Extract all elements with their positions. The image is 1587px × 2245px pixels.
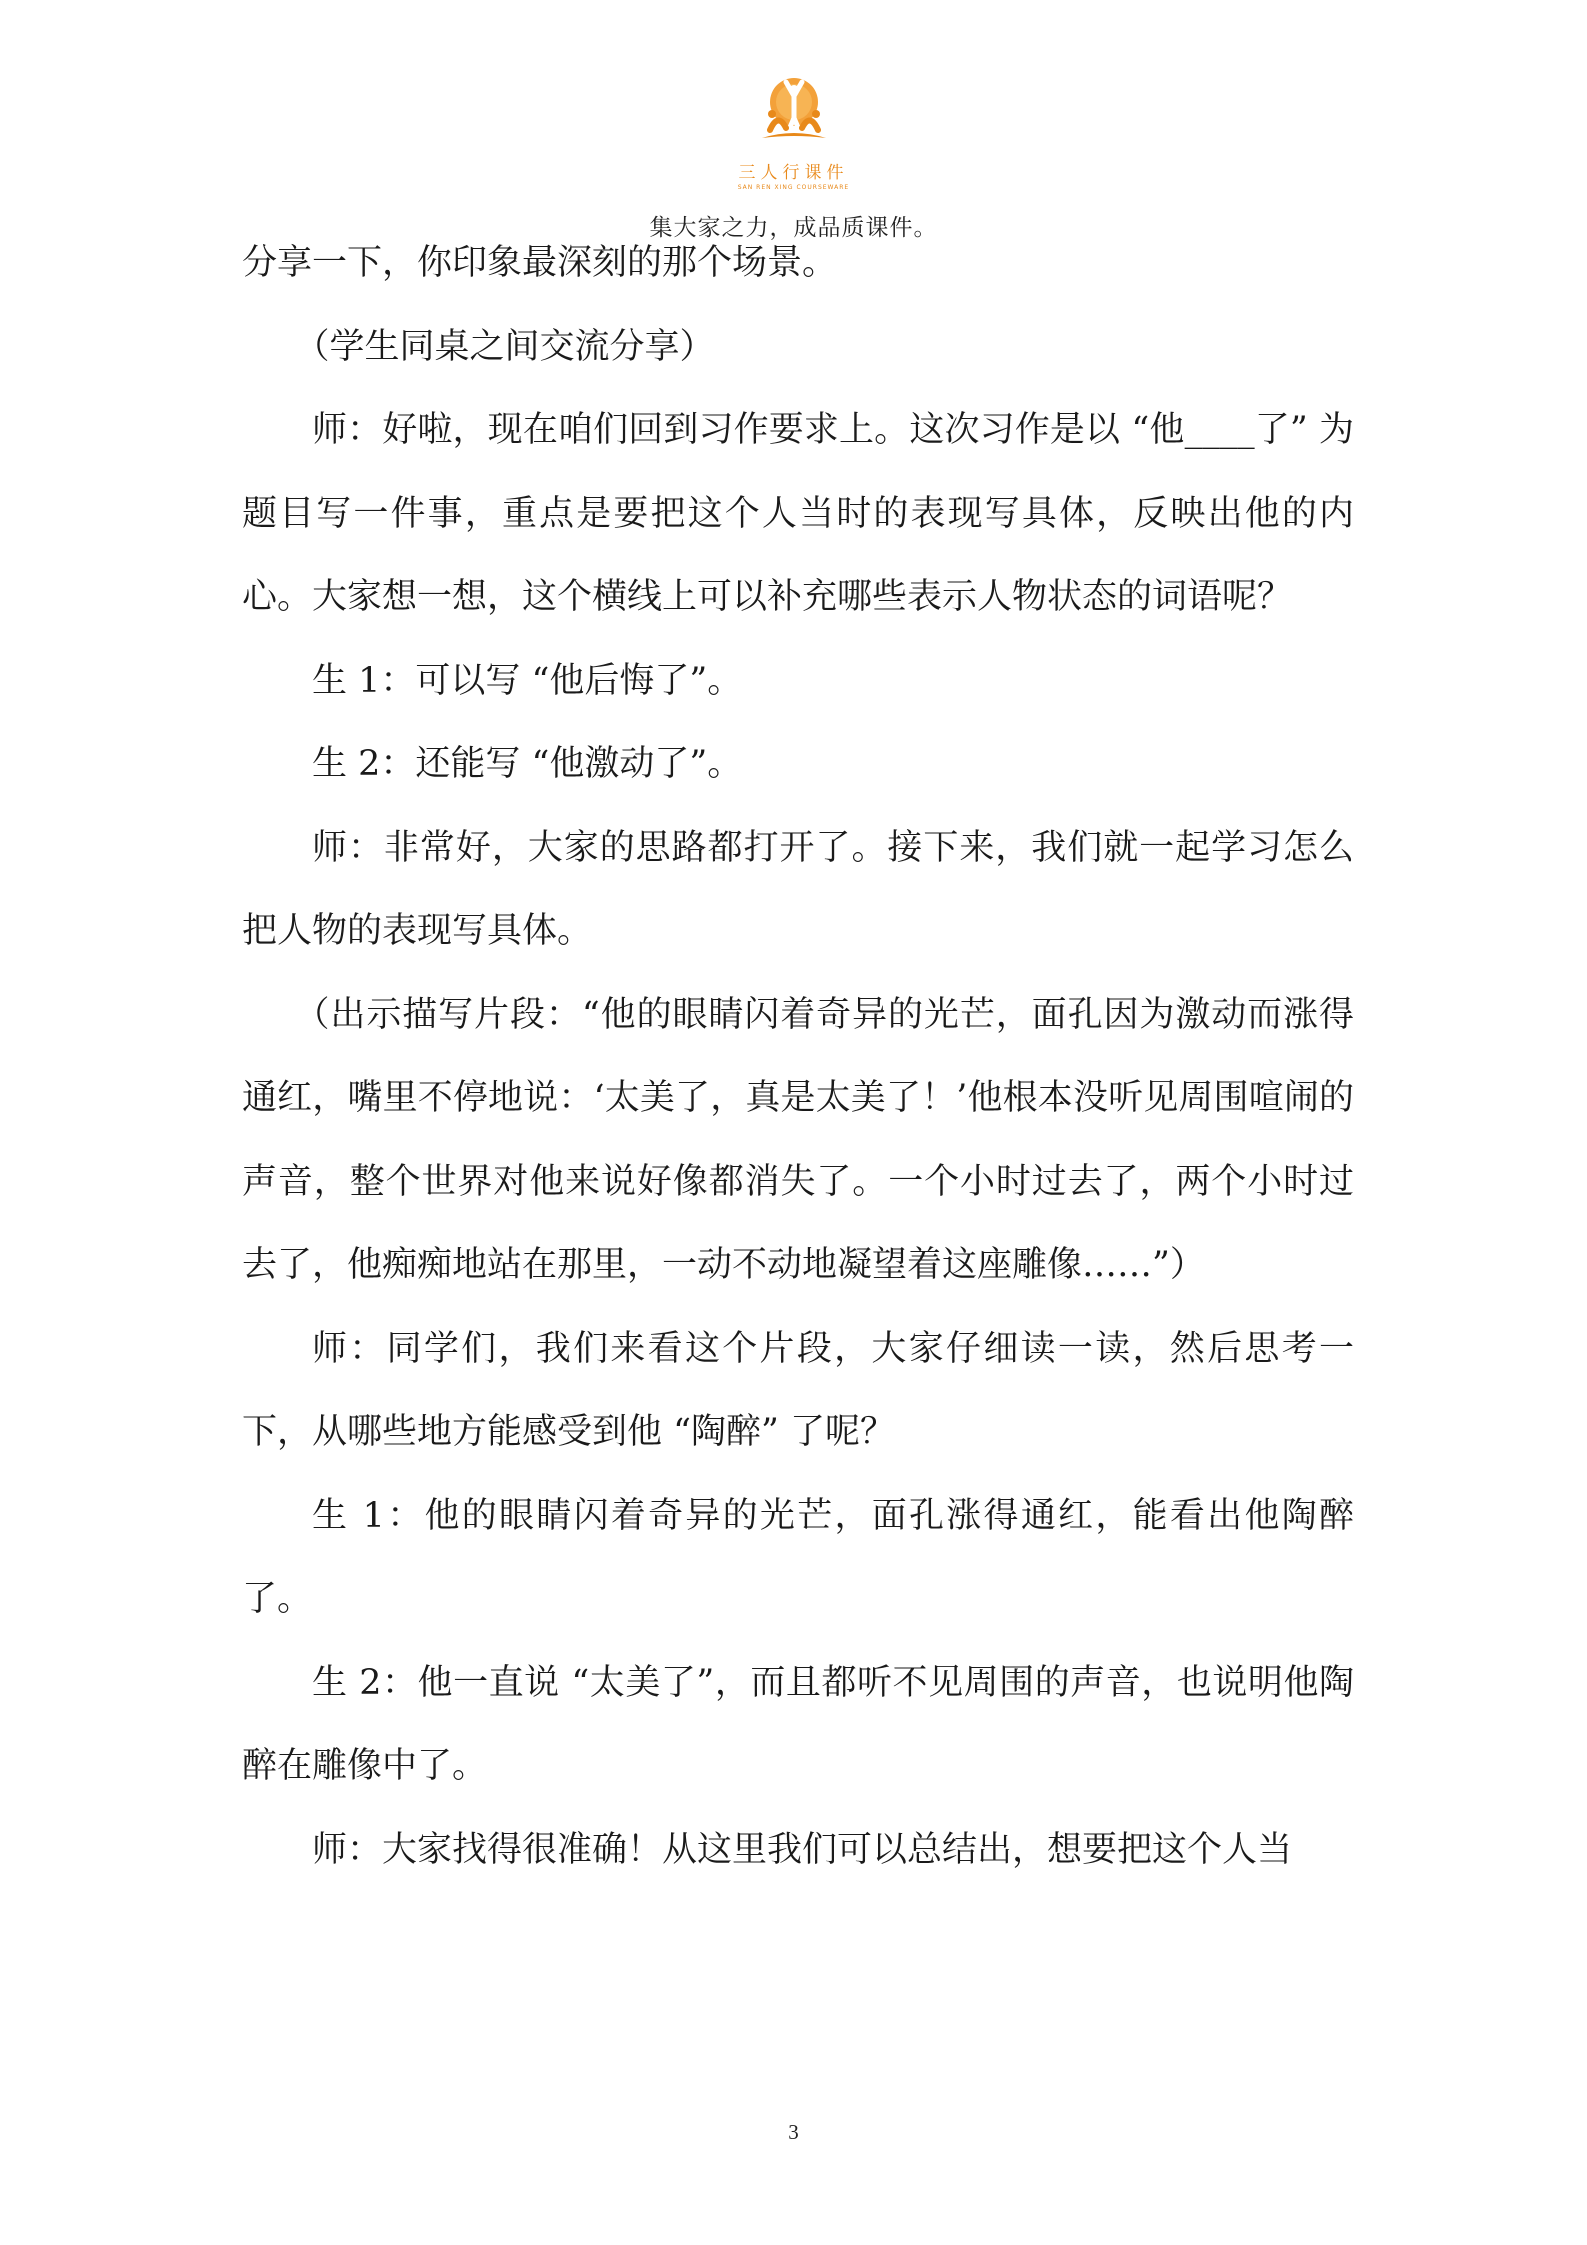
paragraph: 生 1：他的眼睛闪着奇异的光芒，面孔涨得通红，能看出他陶醉了。 [242,1495,1354,1619]
paragraph: 分享一下，你印象最深刻的那个场景。 [242,243,838,283]
paragraph: 师：非常好，大家的思路都打开了。接下来，我们就一起学习怎么把人物的表现写具体。 [242,827,1354,951]
paragraph: 师：同学们，我们来看这个片段，大家仔细读一读，然后思考一下，从哪些地方能感受到他 “陶醉” 了呢？ [242,1328,1354,1452]
page-number: 3 [788,2120,799,2144]
paragraph: 生 2：他一直说 “太美了”，而且都听不见周围的声音，也说明他陶醉在雕像中了。 [242,1662,1354,1786]
paragraph: 生 1：可以写 “他后悔了”。 [312,660,743,701]
header-slogan: 集大家之力，成品质课件。 [649,215,938,241]
document-body [242,222,1354,1892]
paragraph: 师：好啦，现在咱们回到习作要求上。这次习作是以 “他____了” 为题目写一件事，重点是要把这个人当时的表现写具体，反映出他的内心。大家想一想，这个横线上可以补充哪些表示人物状态的词语呢？ [242,410,1354,617]
paragraph: （学生同桌之间交流分享） [294,326,715,367]
paragraph: 生 2：还能写 “他激动了”。 [312,744,743,784]
paragraph: （出示描写片段：“他的眼睛闪着奇异的光芒，面孔因为激动而涨得通红，嘴里不停地说：‘太美了，真是太美了！’他根本没听见周围喧闹的声音，整个世界对他来说好像都消失了。一个小时过去了，两个小时过去了，他痴痴地站在那里，一动不动地凝望着这座雕像……”） [242,994,1354,1285]
paragraph: 师：大家找得很准确！从这里我们可以总结出，想要把这个人当 [312,1829,1293,1870]
logo-subtext: SAN REN XING COURSEWARE [737,184,850,191]
logo-text: 三人行课件 [738,163,849,183]
page-header [0,72,1587,242]
people-celebrating-logo-icon [734,72,854,162]
